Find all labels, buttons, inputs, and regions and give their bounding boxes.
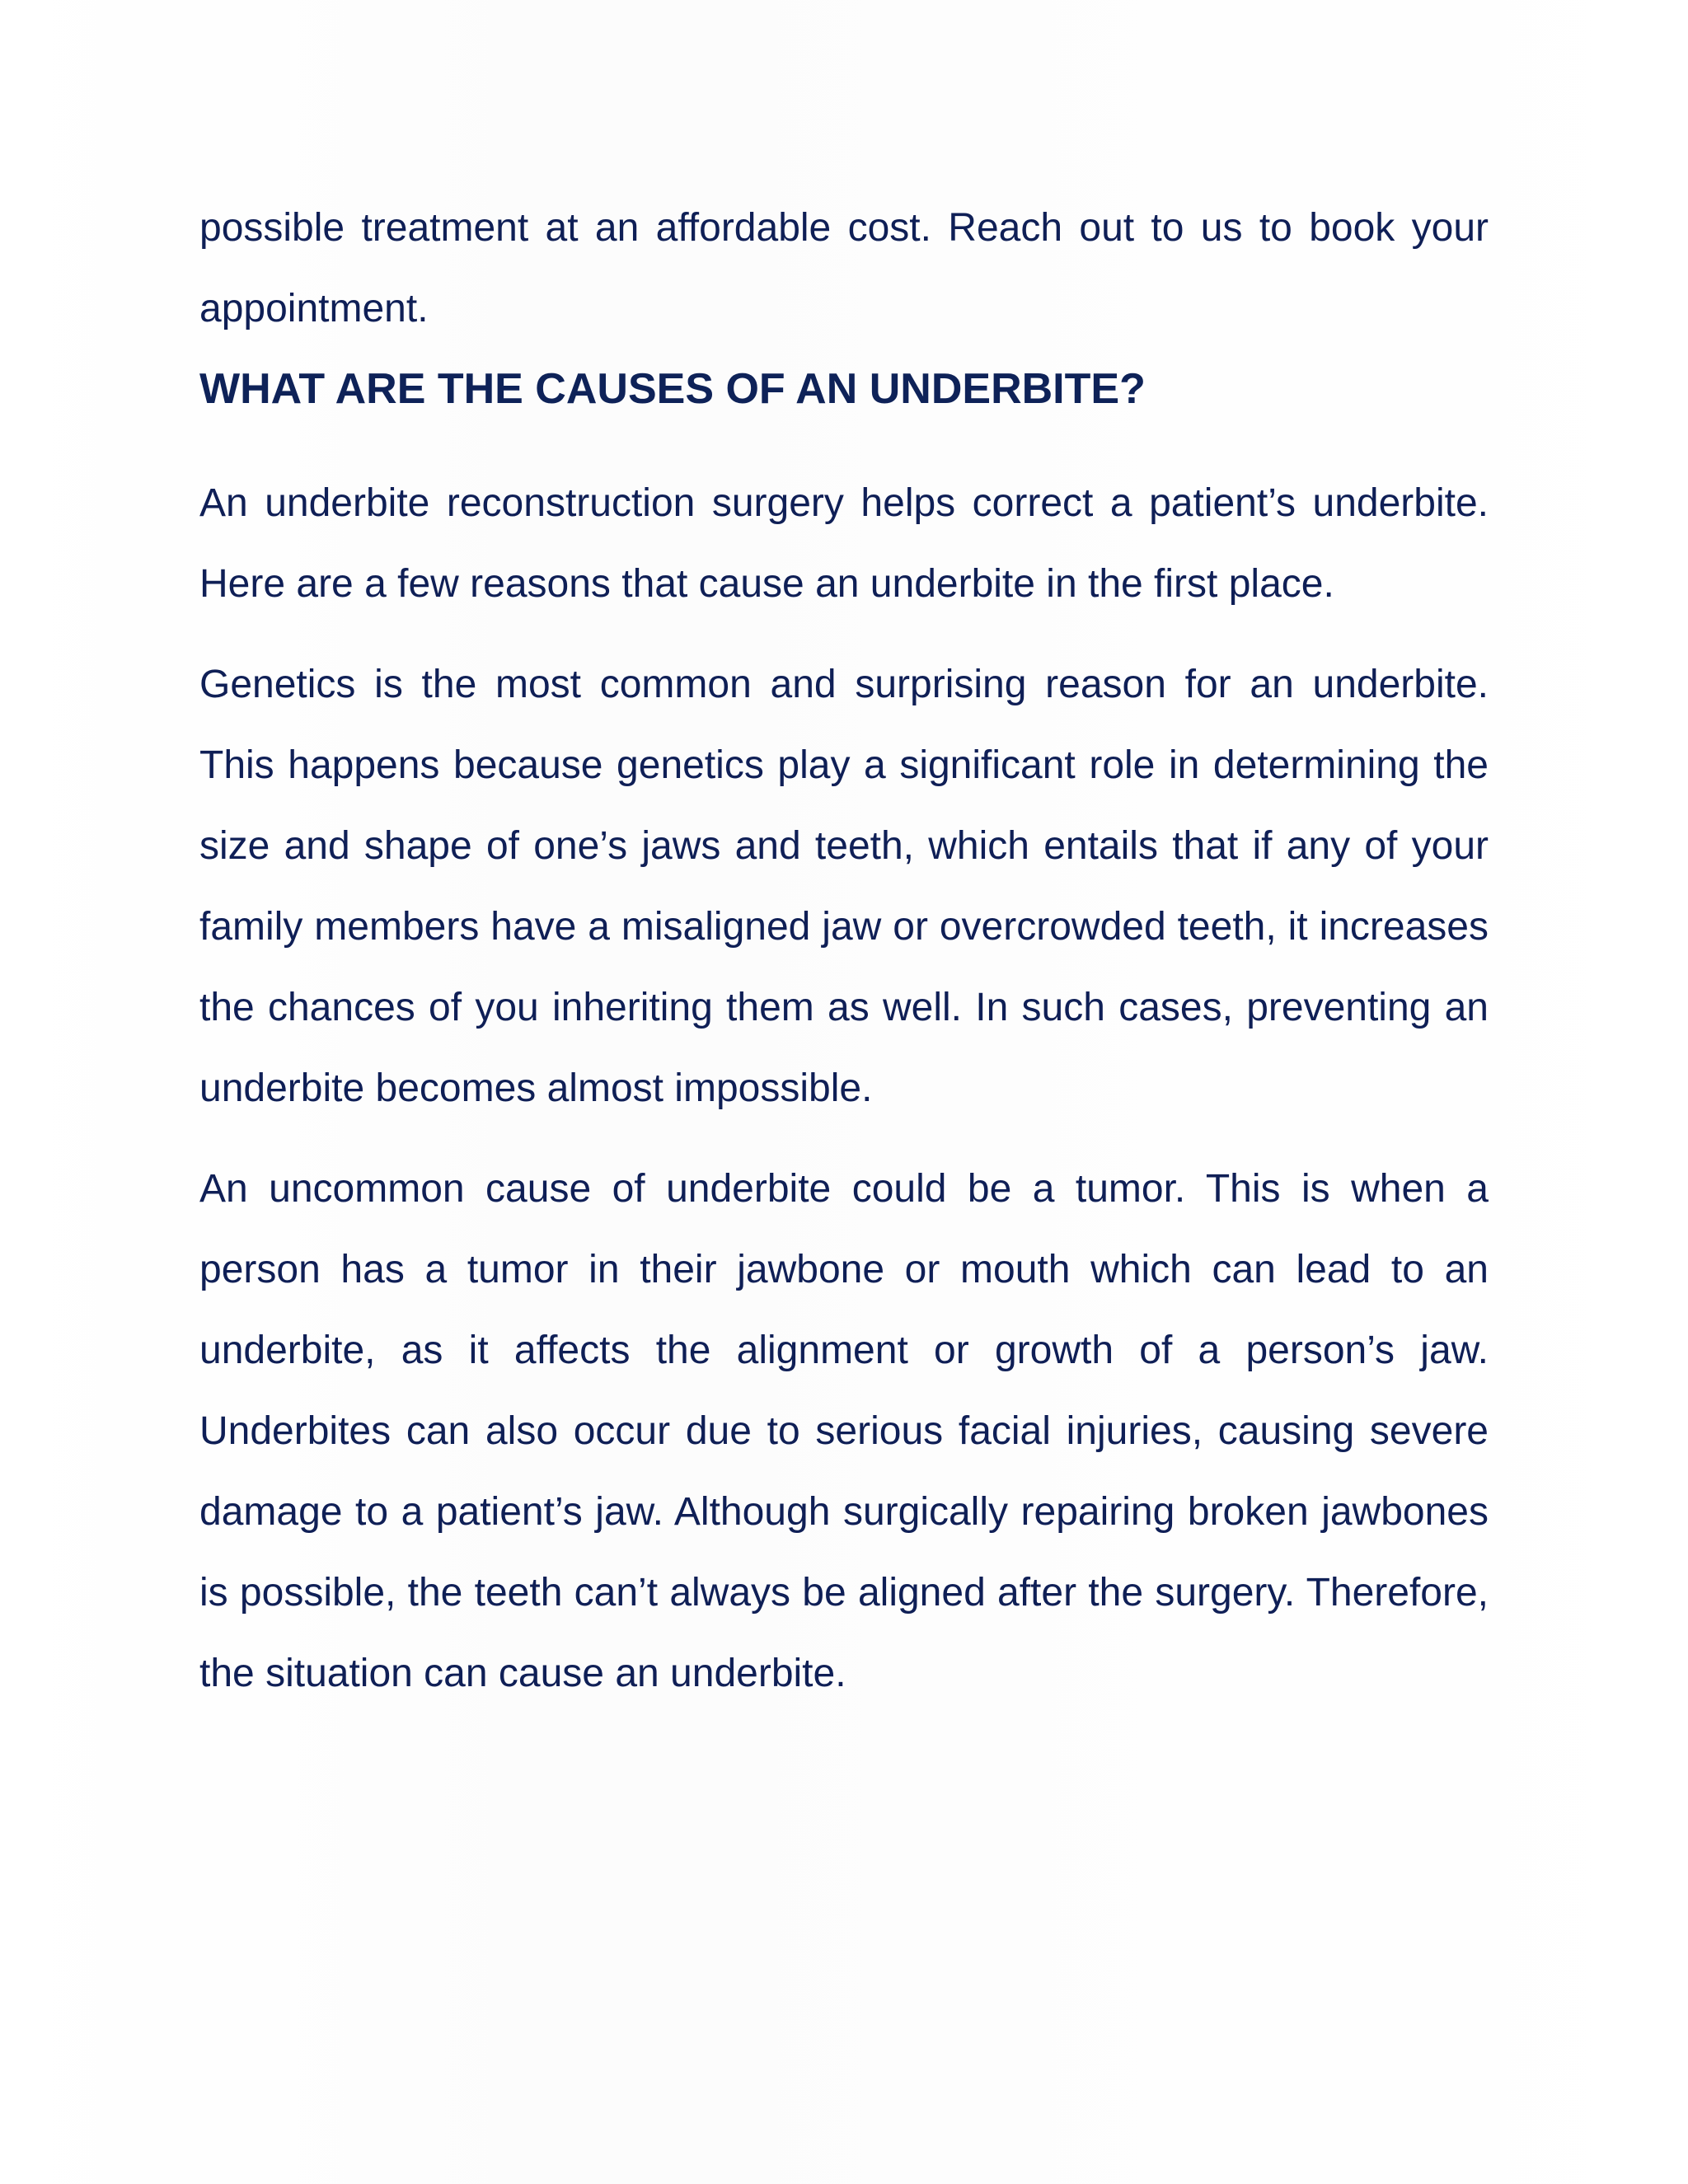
intro-paragraph: possible treatment at an affordable cost. Reach out to us to book your appointment. — [199, 206, 1489, 330]
body-paragraph-2: Genetics is the most common and surprising reason for an underbite. This happens because genetics play a significant role in determining the size and shape of one’s jaws and teeth, which entails that if any of your family members have a misaligned jaw or overcrowded teeth, it increases the chances of you inheriting them as well. In such cases, preventing an underbite becomes almost impossible. — [199, 663, 1489, 1110]
document-content — [199, 188, 1489, 1734]
section-heading: WHAT ARE THE CAUSES OF AN UNDERBITE? — [199, 365, 1146, 413]
body-paragraph-1: An underbite reconstruction surgery helps correct a patient’s underbite. Here are a few reasons that cause an underbite in the first place. — [199, 481, 1489, 606]
body-paragraph-3: An uncommon cause of underbite could be a tumor. This is when a person has a tumor in their jawbone or mouth which can lead to an underbite, as it affects the alignment or growth of a person’s jaw. Underbites can also occur due to serious facial injuries, causing severe damage to a patient’s jaw. Although surgically repairing broken jawbones is possible, the teeth can’t always be aligned after the surgery. Therefore, the situation can cause an underbite. — [199, 1167, 1489, 1695]
